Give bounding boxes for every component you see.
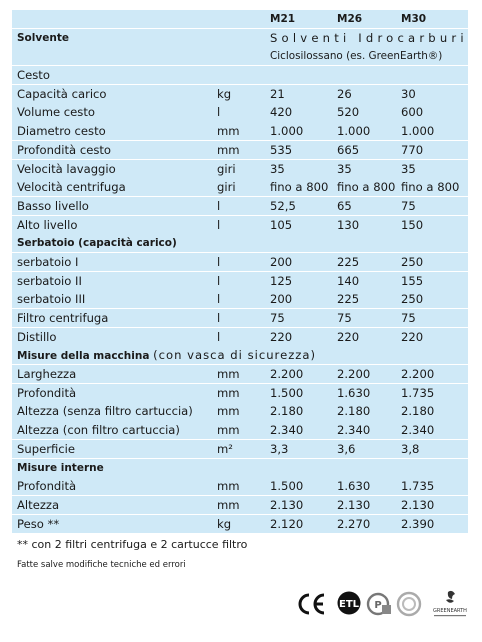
table-row	[12, 141, 468, 159]
row-unit: l	[217, 311, 221, 325]
row-unit: giri	[217, 161, 236, 176]
row-unit: l	[217, 292, 221, 307]
value-m26: 225	[337, 254, 360, 269]
section-title: Misure interne	[17, 461, 104, 474]
section-misure-interne	[12, 459, 468, 477]
value-m26: 665	[337, 142, 360, 157]
disclaimer: Fatte salve modifiche tecniche ed errori	[17, 560, 186, 570]
certifications	[296, 588, 472, 620]
value-m26: 2.340	[337, 423, 371, 438]
value-m30: 220	[401, 329, 424, 344]
table-row	[12, 402, 468, 420]
value-m30: 155	[401, 273, 424, 288]
value-m30: 770	[401, 142, 424, 157]
value-m21: 2.200	[270, 367, 304, 382]
row-unit: mm	[217, 423, 240, 438]
value-m21: 2.120	[270, 516, 304, 531]
solvente-row-2	[12, 47, 468, 65]
svg-text:P: P	[374, 600, 382, 611]
table-row	[12, 309, 468, 327]
row-label: Velocità centrifuga	[17, 180, 126, 195]
value-m30: 2.180	[401, 404, 435, 419]
value-m30: 150	[401, 217, 424, 232]
value-m26: 2.130	[337, 497, 371, 512]
row-unit: mm	[217, 367, 240, 382]
table-row	[12, 496, 468, 514]
value-m26: 520	[337, 105, 360, 120]
footnote: ** con 2 filtri centrifuga e 2 cartucce filtro	[17, 538, 248, 551]
row-label: Velocità lavaggio	[17, 161, 116, 176]
table-row	[12, 440, 468, 458]
solvente-label: Solvente	[17, 31, 69, 44]
row-label: Altezza (con filtro cartuccia)	[17, 423, 180, 438]
value-m21: 200	[270, 292, 293, 307]
row-label: Altezza	[17, 497, 60, 512]
value-m26: 2.180	[337, 404, 371, 419]
value-m30: 2.390	[401, 516, 435, 531]
section-misure-macchina	[12, 346, 468, 364]
table-row	[12, 253, 468, 271]
value-m26: 65	[337, 198, 352, 213]
row-unit: l	[217, 105, 221, 120]
row-unit: m²	[217, 441, 233, 456]
value-m21: fino a 800	[270, 180, 329, 195]
value-m26: 130	[337, 217, 360, 232]
table-row	[12, 384, 468, 402]
row-label: Superficie	[17, 441, 75, 456]
svg-text:ETL: ETL	[338, 599, 360, 610]
row-label: serbatoio II	[17, 273, 82, 288]
row-unit: mm	[217, 142, 240, 157]
value-m26: fino a 800	[337, 180, 396, 195]
row-label: serbatoio III	[17, 292, 86, 307]
row-unit: mm	[217, 497, 240, 512]
row-unit: l	[217, 273, 221, 288]
value-m30: 1.000	[401, 124, 435, 139]
value-m26: 26	[337, 86, 352, 101]
section-title: Serbatoio (capacità carico)	[17, 237, 177, 250]
value-m30: 35	[401, 161, 416, 176]
row-label: Altezza (senza filtro cartuccia)	[17, 404, 193, 419]
etl-mark-icon	[336, 590, 362, 616]
table-row	[12, 216, 468, 234]
row-label: Larghezza	[17, 367, 77, 382]
value-m26: 35	[337, 161, 352, 176]
section-subtitle: (con vasca di sicurezza)	[153, 348, 316, 363]
table-row	[12, 85, 468, 103]
green-seal-icon	[396, 591, 422, 617]
value-m30: fino a 800	[401, 180, 460, 195]
row-label: Cesto	[17, 68, 50, 83]
value-m21: 1.500	[270, 479, 304, 494]
row-unit: mm	[217, 404, 240, 419]
row-label: Profondità cesto	[17, 142, 112, 157]
section-title: Misure della macchina	[17, 350, 150, 363]
table-row	[12, 290, 468, 308]
solvente-value-1: Solventi Idrocarburi	[270, 30, 468, 45]
value-m21: 2.180	[270, 404, 304, 419]
row-label: Capacità carico	[17, 86, 107, 101]
row-label: Volume cesto	[17, 105, 95, 120]
table-row	[12, 477, 468, 495]
table-row	[12, 365, 468, 383]
value-m26: 1.000	[337, 124, 371, 139]
row-label: Profondità	[17, 385, 77, 400]
value-m21: 21	[270, 86, 285, 101]
row-unit: l	[217, 198, 221, 213]
value-m30: 600	[401, 105, 424, 120]
row-unit: mm	[217, 385, 240, 400]
value-m21: 75	[270, 311, 285, 325]
table-row	[12, 178, 468, 196]
value-m26: 3,6	[337, 441, 356, 456]
value-m30: 3,8	[401, 441, 420, 456]
col-m30: M30	[401, 13, 427, 25]
row-label: Alto livello	[17, 217, 78, 232]
section-serbatoio	[12, 234, 468, 252]
greenearth-logo-icon	[428, 588, 472, 620]
pcp-mark-icon	[366, 592, 392, 616]
row-unit: kg	[217, 516, 232, 531]
row-label: Distillo	[17, 329, 57, 344]
table-row	[12, 122, 468, 140]
value-m21: 220	[270, 329, 293, 344]
table-row	[12, 421, 468, 439]
value-m21: 200	[270, 254, 293, 269]
ce-mark-icon	[296, 592, 328, 616]
greenearth-text: GREENEARTH	[433, 608, 467, 614]
value-m21: 52,5	[270, 198, 296, 213]
value-m21: 1.000	[270, 124, 304, 139]
value-m21: 1.500	[270, 385, 304, 400]
value-m30: 1.735	[401, 385, 435, 400]
spec-table	[12, 10, 468, 533]
value-m30: 30	[401, 86, 416, 101]
header-row	[12, 10, 468, 28]
row-label: Peso **	[17, 516, 60, 531]
row-label: Filtro centrifuga	[17, 311, 109, 325]
value-m21: 125	[270, 273, 293, 288]
row-label: Diametro cesto	[17, 124, 106, 139]
col-m21: M21	[270, 13, 296, 25]
table-row	[12, 66, 468, 84]
value-m30: 2.340	[401, 423, 435, 438]
row-unit: giri	[217, 180, 236, 195]
solvente-value-2: Ciclosilossano (es. GreenEarth®)	[270, 50, 443, 63]
value-m30: 250	[401, 254, 424, 269]
table-row	[12, 160, 468, 178]
value-m21: 105	[270, 217, 293, 232]
row-label: Profondità	[17, 479, 77, 494]
value-m21: 35	[270, 161, 285, 176]
value-m26: 220	[337, 329, 360, 344]
row-unit: l	[217, 329, 221, 344]
value-m30: 1.735	[401, 479, 435, 494]
table-row	[12, 515, 468, 533]
value-m26: 1.630	[337, 385, 371, 400]
table-row	[12, 328, 468, 346]
value-m26: 140	[337, 273, 360, 288]
value-m26: 2.270	[337, 516, 371, 531]
col-m26: M26	[337, 13, 363, 25]
row-unit: kg	[217, 86, 232, 101]
value-m26: 225	[337, 292, 360, 307]
value-m30: 75	[401, 311, 416, 325]
value-m21: 3,3	[270, 441, 289, 456]
value-m26: 1.630	[337, 479, 371, 494]
value-m30: 2.130	[401, 497, 435, 512]
row-unit: l	[217, 254, 221, 269]
section-title-wrap	[17, 346, 316, 365]
value-m30: 250	[401, 292, 424, 307]
value-m30: 2.200	[401, 367, 435, 382]
row-unit: mm	[217, 124, 240, 139]
solvente-row	[12, 29, 468, 47]
table-row	[12, 272, 468, 290]
value-m21: 2.340	[270, 423, 304, 438]
value-m21: 420	[270, 105, 293, 120]
table-row	[12, 197, 468, 215]
value-m30: 75	[401, 198, 416, 213]
row-label: Basso livello	[17, 198, 89, 213]
value-m26: 75	[337, 311, 352, 325]
table-row	[12, 103, 468, 121]
value-m21: 2.130	[270, 497, 304, 512]
row-unit: mm	[217, 479, 240, 494]
value-m26: 2.200	[337, 367, 371, 382]
value-m21: 535	[270, 142, 293, 157]
row-label: serbatoio I	[17, 254, 79, 269]
row-unit: l	[217, 217, 221, 232]
